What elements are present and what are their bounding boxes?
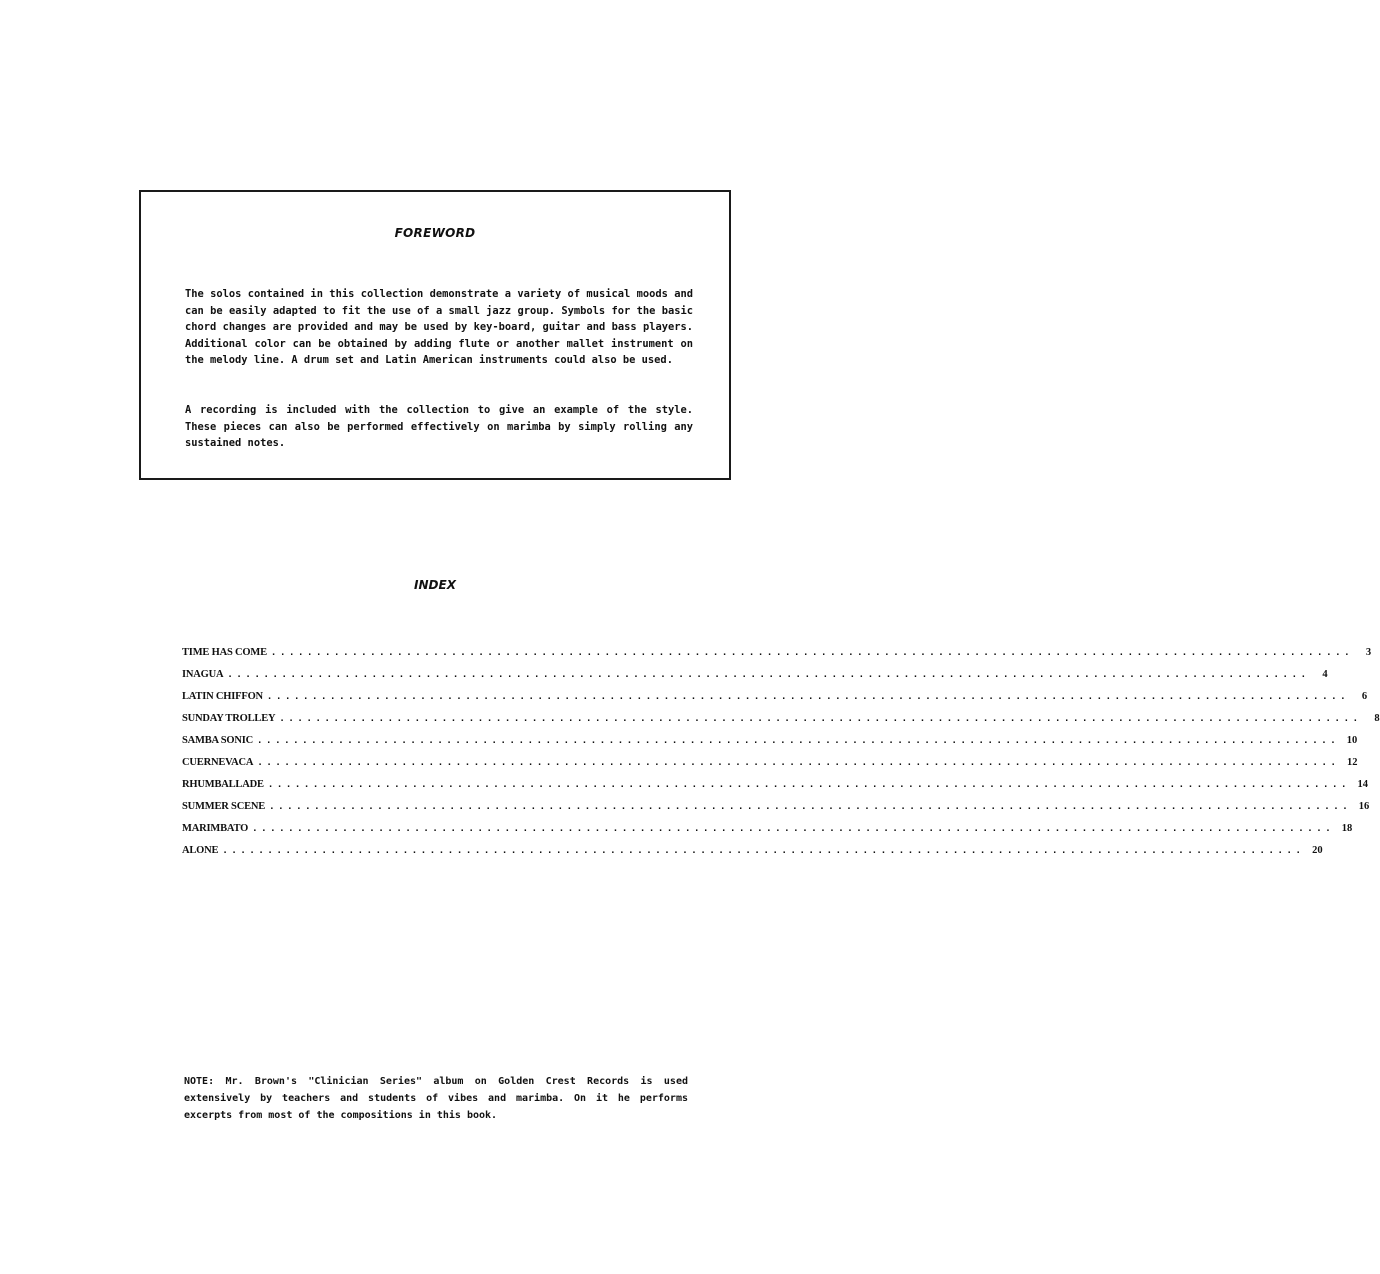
index-entry-title: TIME HAS COME (182, 647, 267, 658)
leader-dots: ........................................................................................................................ (267, 780, 1351, 790)
index-entry-title: ALONE (182, 845, 219, 856)
index-entry-page: 6 (1361, 691, 1368, 702)
foreword-box (139, 190, 731, 480)
index-entry-title: INAGUA (182, 669, 224, 680)
index-entry-page: 10 (1346, 735, 1358, 746)
index-entry (182, 779, 1369, 801)
index-entry (182, 823, 1353, 845)
leader-dots: ........................................................................................................................ (227, 670, 1310, 680)
index-entry-page: 3 (1365, 647, 1372, 658)
index-entry-page: 8 (1374, 713, 1380, 724)
index-entry (182, 845, 1323, 867)
index-entry-page: 18 (1341, 823, 1353, 834)
note-text: NOTE: Mr. Brown's "Clinician Series" album on Golden Crest Records is used extensively by teachers and students of vibes and marimba. On it he performs excerpts from most of the compositions in this book. (184, 1076, 688, 1121)
index-entry-page: 4 (1322, 669, 1328, 680)
index-entry-page: 16 (1358, 801, 1370, 812)
leader-dots: ........................................................................................................................ (257, 758, 1340, 768)
leader-dots: ........................................................................................................................ (252, 824, 1335, 834)
index-entry-title: CUERNEVACA (182, 757, 254, 768)
index-entry (182, 801, 1370, 823)
index-entry-title: RHUMBALLADE (182, 779, 264, 790)
index-entry-page: 12 (1347, 757, 1358, 768)
leader-dots: ........................................................................................................................ (266, 692, 1350, 702)
leader-dots: ........................................................................................................................ (222, 846, 1305, 856)
index-entry (182, 757, 1358, 779)
leader-dots: ........................................................................................................................ (269, 802, 1352, 812)
leader-dots: ........................................................................................................................ (279, 714, 1362, 724)
index-entry-title: MARIMBATO (182, 823, 249, 834)
index-entry (182, 713, 1380, 735)
index-entry-title: SUMMER SCENE (182, 801, 266, 812)
index-entry-title: LATIN CHIFFON (182, 691, 263, 702)
foreword-paragraph-1: The solos contained in this collection demonstrate a variety of musical moods and can be easily adapted to fit the use of a small jazz group. Symbols for the basic chord changes are provided and may be used by key-board, guitar and bass players. Additional color can be obtained by adding flute or another mallet instrument on the melody line. A drum set and Latin American instruments could also be used. (185, 288, 693, 366)
foreword-title: FOREWORD (394, 226, 476, 240)
index-title: INDEX (414, 578, 456, 592)
index-entry-title: SAMBA SONIC (182, 735, 254, 746)
index-entry-page: 20 (1312, 845, 1323, 856)
foreword-paragraph-2: A recording is included with the collection to give an example of the style. These pieces can also be performed effectively on marimba by simply rolling any sustained notes. (185, 404, 693, 449)
index-entry (182, 691, 1368, 713)
index-entry-page: 14 (1357, 779, 1369, 790)
index-list (182, 647, 1380, 867)
leader-dots: ........................................................................................................................ (257, 736, 1340, 746)
index-entry (182, 647, 1372, 669)
index-entry (182, 735, 1358, 757)
index-entry (182, 669, 1328, 691)
leader-dots: ........................................................................................................................ (270, 648, 1354, 658)
index-entry-title: SUNDAY TROLLEY (182, 713, 276, 724)
